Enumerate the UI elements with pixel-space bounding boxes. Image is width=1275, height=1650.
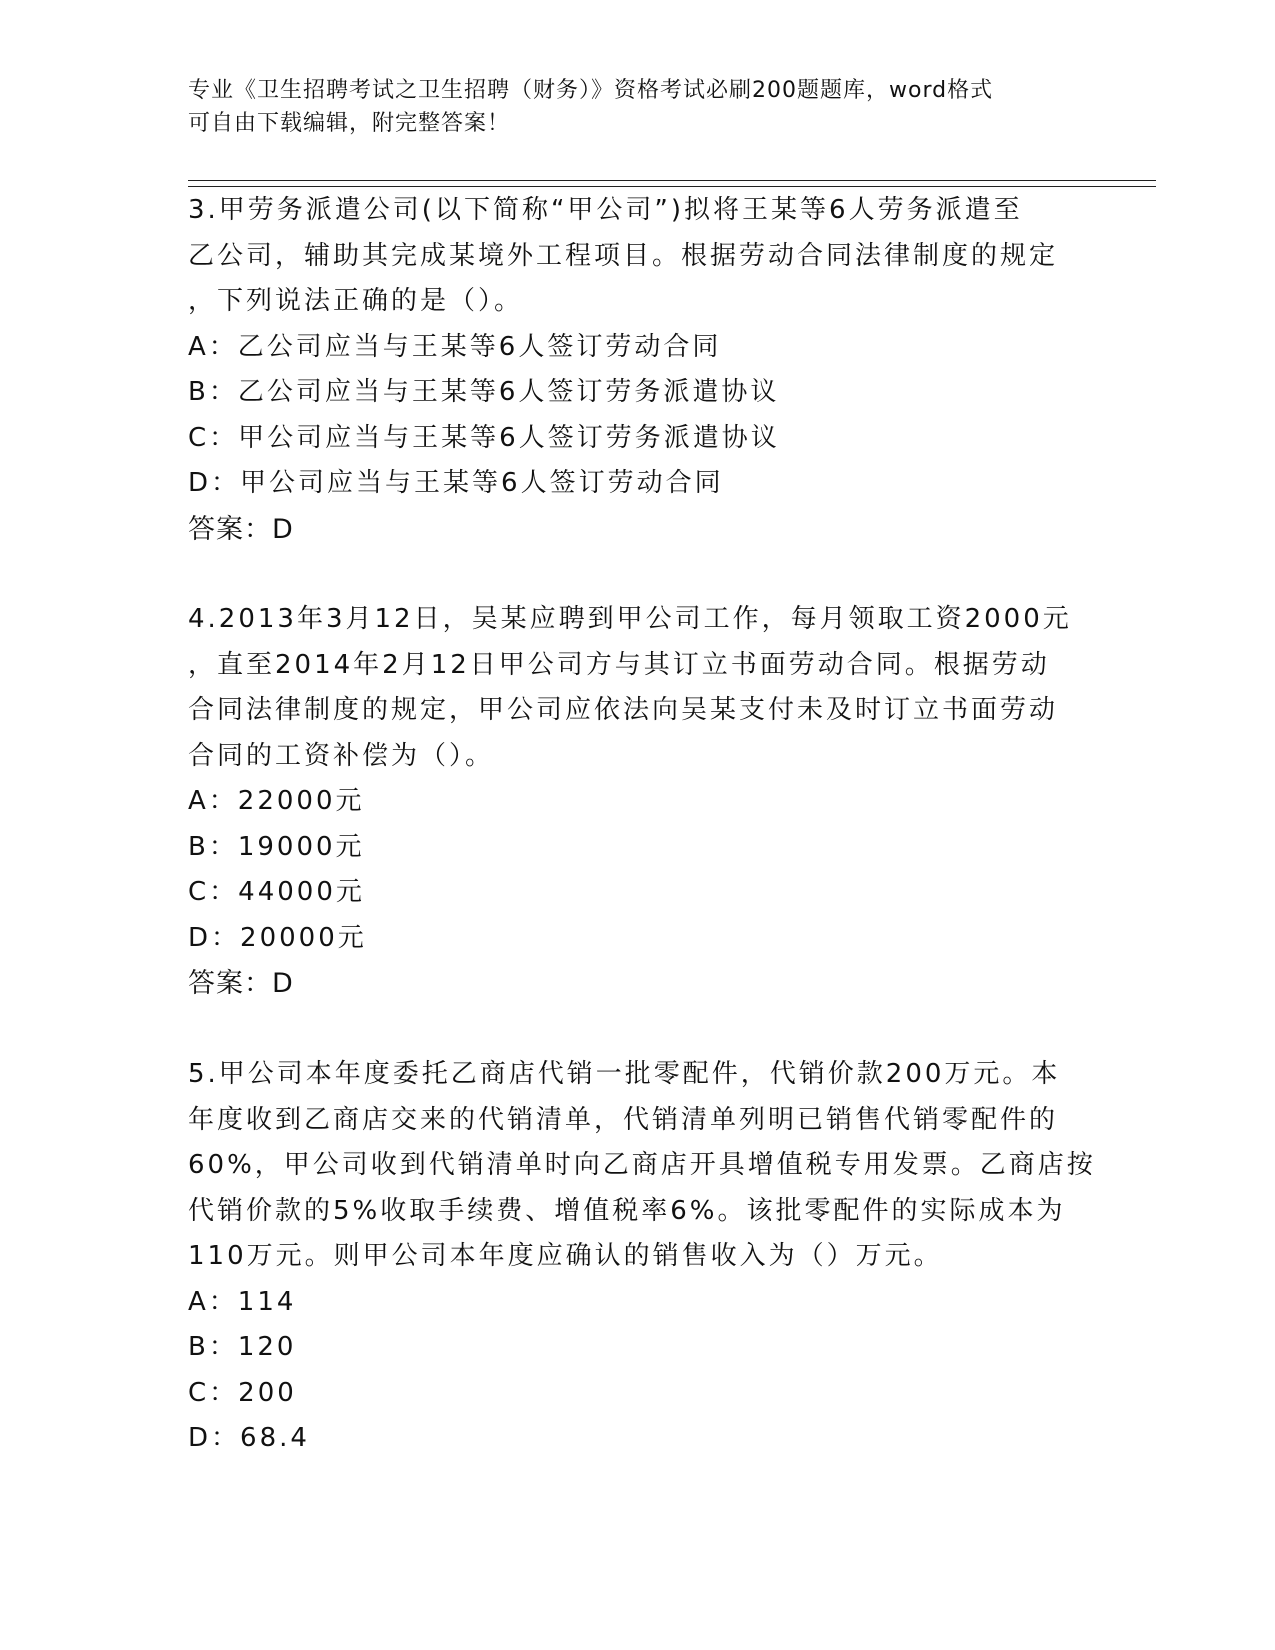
option-d: D：甲公司应当与王某等6人签订劳动合同 <box>188 468 724 498</box>
header-line-1: 专业《卫生招聘考试之卫生招聘（财务）》资格考试必刷200题题库，word格式 <box>188 78 994 103</box>
question-stem-line: 合同的工资补偿为（）。 <box>188 740 495 771</box>
option-c: C：44000元 <box>188 877 365 907</box>
option-b: B：120 <box>188 1332 297 1362</box>
header-line-2: 可自由下载编辑，附完整答案！ <box>188 111 511 136</box>
option-d: D：20000元 <box>188 922 367 953</box>
option-a: A：乙公司应当与王某等6人签订劳动合同 <box>188 331 722 362</box>
document-header <box>188 74 1068 140</box>
option-a: A：114 <box>188 1286 297 1317</box>
answer-key: 答案：D <box>188 513 294 545</box>
header-divider-bottom <box>188 186 1156 187</box>
option-a: A：22000元 <box>188 786 365 816</box>
question-stem-line: 60%，甲公司收到代销清单时向乙商店开具增值税专用发票。乙商店按 <box>188 1150 1096 1180</box>
question-stem-line: 年度收到乙商店交来的代销清单，代销清单列明已销售代销零配件的 <box>188 1104 1059 1135</box>
option-c: C：甲公司应当与王某等6人签订劳务派遣协议 <box>188 422 780 453</box>
option-b: B：乙公司应当与王某等6人签订劳务派遣协议 <box>188 377 780 407</box>
question-stem-line: 4.2013年3月12日，吴某应聘到甲公司工作，每月领取工资2000元 <box>188 604 1072 634</box>
question-stem-line: 3.甲劳务派遣公司(以下简称“甲公司”)拟将王某等6人劳务派遣至 <box>188 195 1023 225</box>
question-stem-line: 乙公司，辅助其完成某境外工程项目。根据劳动合同法律制度的规定 <box>188 240 1059 271</box>
question-stem-line: 代销价款的5%收取手续费、增值税率6%。该批零配件的实际成本为 <box>188 1195 1066 1226</box>
question-block <box>188 597 1088 1007</box>
question-block <box>188 1052 1096 1462</box>
question-stem-line: 5.甲公司本年度委托乙商店代销一批零配件，代销价款200万元。本 <box>188 1059 1061 1089</box>
option-b: B：19000元 <box>188 831 365 862</box>
option-d: D：68.4 <box>188 1423 310 1453</box>
option-c: C：200 <box>188 1377 297 1408</box>
question-stem-line: ，下列说法正确的是（）。 <box>188 286 524 316</box>
answer-key: 答案：D <box>188 968 294 999</box>
question-stem-line: 110万元。则甲公司本年度应确认的销售收入为（）万元。 <box>188 1241 943 1271</box>
question-stem-line: ，直至2014年2月12日甲公司方与其订立书面劳动合同。根据劳动 <box>188 649 1050 680</box>
question-stem-line: 合同法律制度的规定，甲公司应依法向吴某支付未及时订立书面劳动 <box>188 695 1059 725</box>
header-divider-top <box>188 180 1156 181</box>
question-block <box>188 188 1088 552</box>
